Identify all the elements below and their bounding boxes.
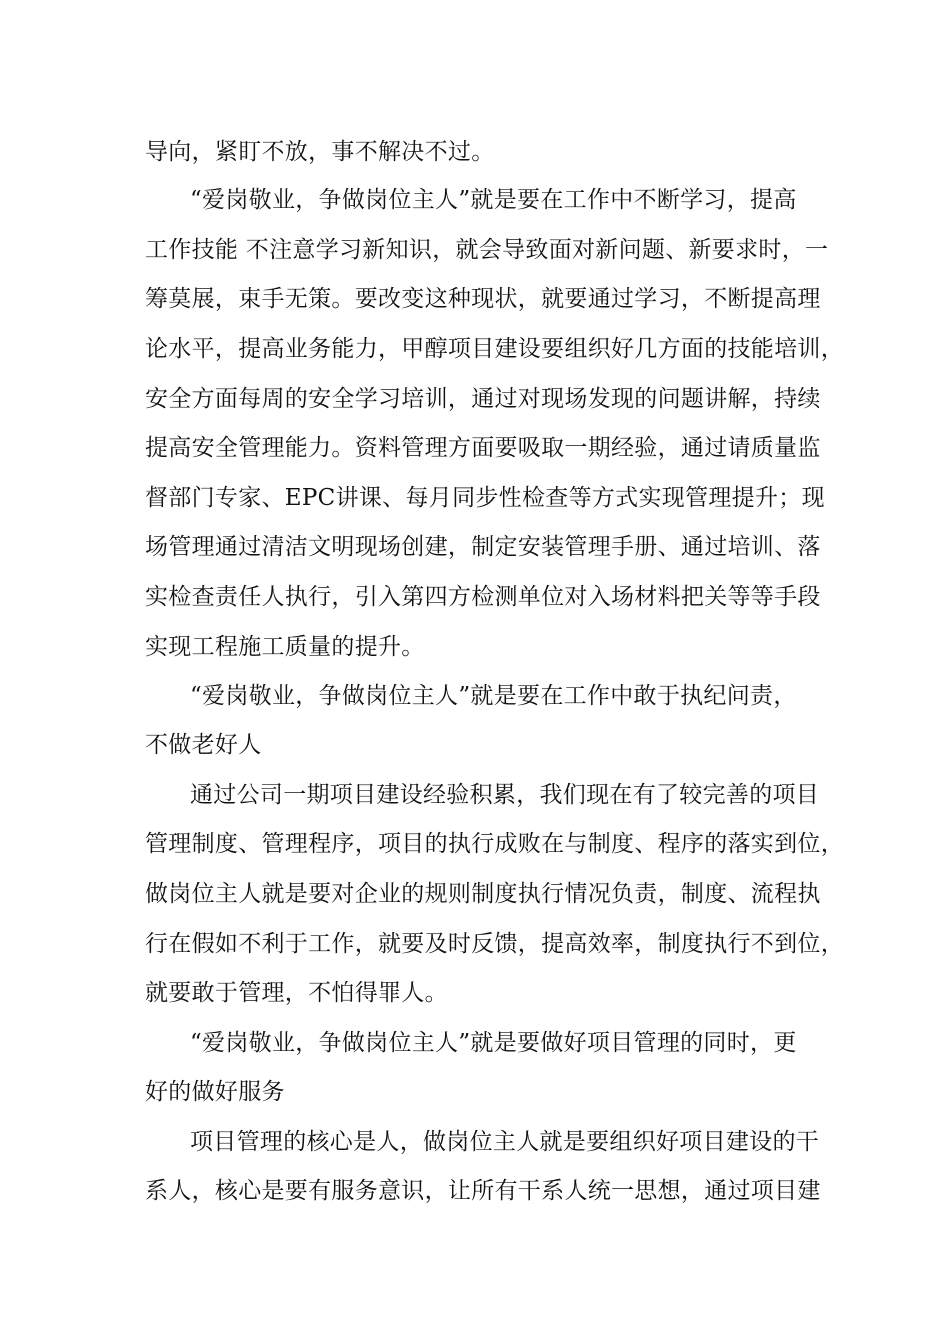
text-line: 提高安全管理能力。资料管理方面要吸取一期经验，通过请质量监 (145, 435, 821, 461)
text-line: 场管理通过清洁文明现场创建，制定安装管理手册、通过培训、落 (145, 534, 821, 560)
text-line: 导向，紧盯不放，事不解决不过。 (145, 139, 495, 165)
text-line: 系人，核心是要有服务意识，让所有干系人统一思想，通过项目建 (145, 1178, 821, 1204)
text-line: 工作技能 不注意学习新知识，就会导致面对新问题、新要求时，一 (145, 237, 829, 263)
text-line: 就要敢于管理，不怕得罪人。 (145, 980, 448, 1006)
text-line: 好的做好服务 (145, 1079, 285, 1105)
text-line: 实检查责任人执行，引入第四方检测单位对入场材料把关等等手段 (145, 584, 821, 610)
text-line: “爱岗敬业，争做岗位主人”就是要在工作中敢于执纪问责， (190, 683, 797, 709)
text-line: 项目管理的核心是人，做岗位主人就是要组织好项目建设的干 (190, 1129, 820, 1155)
text-line: 不做老好人 (145, 732, 262, 758)
text-line: 安全方面每周的安全学习培训，通过对现场发现的问题讲解，持续 (145, 386, 821, 412)
text-line: “爱岗敬业，争做岗位主人”就是要做好项目管理的同时，更 (190, 1030, 797, 1056)
text-line: 通过公司一期项目建设经验积累，我们现在有了较完善的项目 (190, 782, 820, 808)
text-line: 管理制度、管理程序，项目的执行成败在与制度、程序的落实到位， (145, 831, 844, 857)
text-line: 论水平，提高业务能力，甲醇项目建设要组织好几方面的技能培训， (145, 336, 844, 362)
text-line: 做岗位主人就是要对企业的规则制度执行情况负责，制度、流程执 (145, 881, 821, 907)
text-line: “爱岗敬业，争做岗位主人”就是要在工作中不断学习，提高 (190, 187, 797, 213)
text-line: 督部门专家、EPC讲课、每月同步性检查等方式实现管理提升；现 (145, 485, 825, 511)
text-line: 筹莫展，束手无策。要改变这种现状，就要通过学习，不断提高理 (145, 286, 821, 312)
text-line: 行在假如不利于工作，就要及时反馈，提高效率，制度执行不到位， (145, 931, 844, 957)
text-line: 实现工程施工质量的提升。 (145, 634, 425, 660)
